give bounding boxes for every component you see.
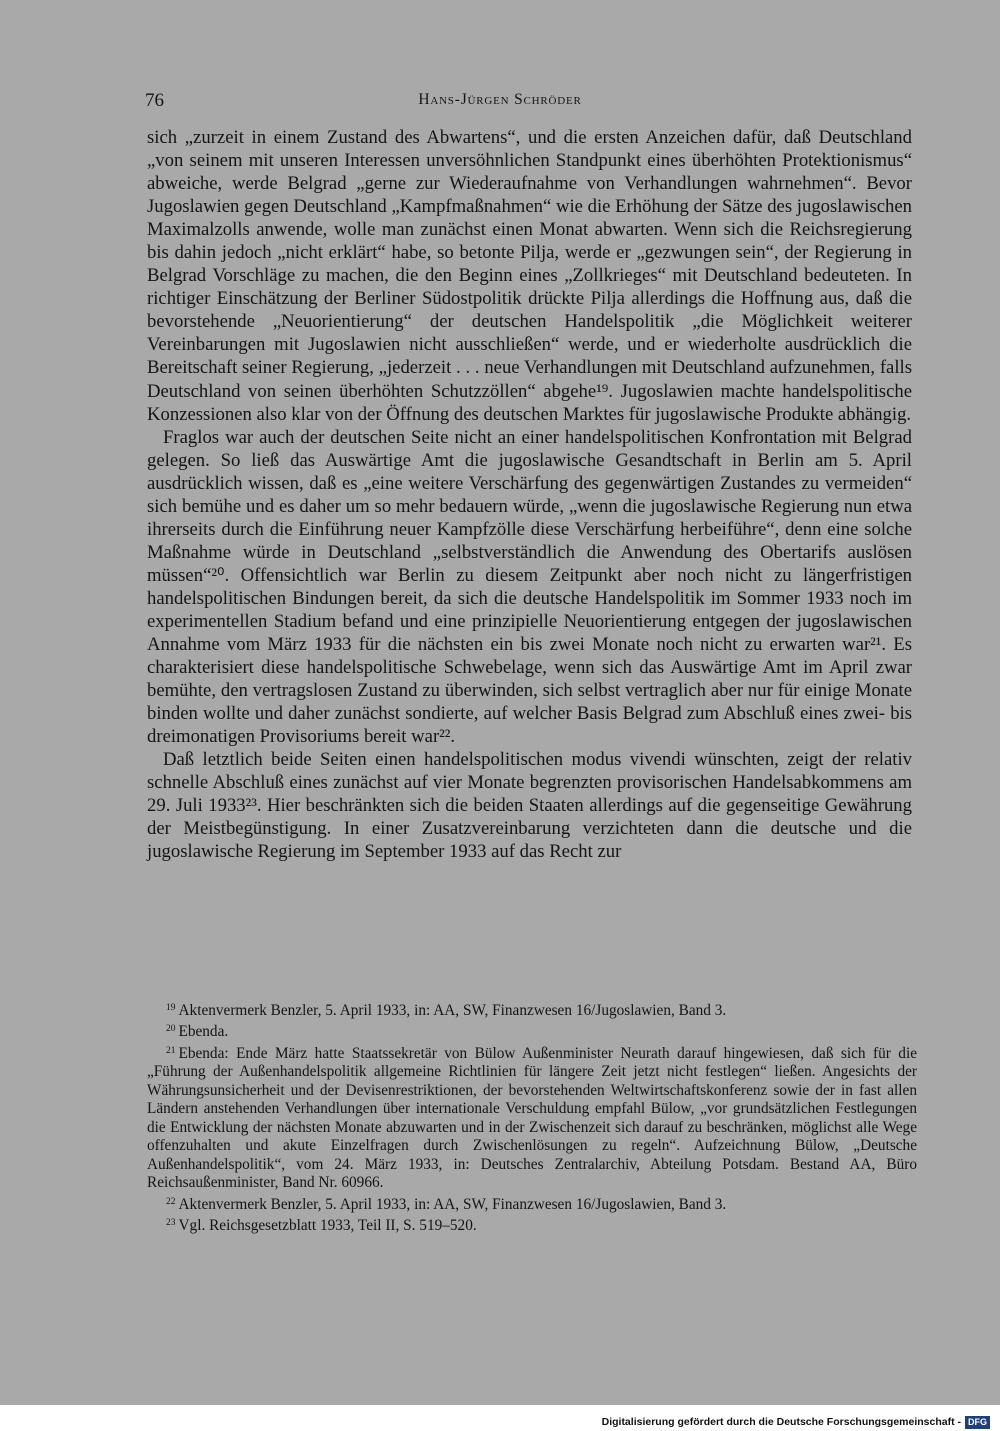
page-number: 76 — [145, 90, 164, 111]
funding-credit — [602, 1415, 990, 1429]
footnote-mark: 19 — [166, 1003, 176, 1013]
footnote — [147, 1020, 917, 1041]
footnote-text: Aktenvermerk Benzler, 5. April 1933, in: AA, SW, Finanzwesen 16/Jugoslawien, Band 3. — [178, 1002, 727, 1019]
footnote-mark: 23 — [166, 1217, 176, 1228]
footnote-text: Ebenda. — [178, 1023, 229, 1041]
footnote-text: Ebenda: Ende März hatte Staatssekretär von Bülow Außenminister Neurath darauf hingewiesen, daß sich für die „Führung der Außenhandelspolitik allgemeine Richtlinien für längere Zeit jetzt nicht festlegen“ ließen. Angesichts der Währungsunsicherheit und der Devisenrestriktionen, der bevorstehenden Weltwirtschaftskonferenz sowie der in fast allen Ländern anstehenden Verhandlungen über internationale Verschuldung empfahl Bülow, „vor grundsätzlichen Festlegungen die Entwicklung der nächsten Monate abzuwarten und in der Zwischenzeit sich darauf zu beschränken, möglichst alle Wege offenzuhalten und akute Einzelfragen durch Zwischenlösungen zu regeln“. Aufzeichnung Bülow, „Deutsche Außenhandelspolitik“, vom 24. März 1933, in: Deutsches Zentralarchiv, Abteilung Potsdam. Bestand AA, Büro Reichsaußenminister, Band Nr. 60966. — [147, 1044, 917, 1192]
paragraph: Daß letztlich beide Seiten einen handelspolitischen modus vivendi wünschten, zeigt der relativ schnelle Abschluß eines zunächst auf vier Monate begrenzten provisorischen Handelsabkommens am 29. Juli 1933²³. Hier beschränkten sich die beiden Staaten allerdings auf die gegenseitige Gewährung der Meistbegünstigung. In einer Zusatzvereinbarung verzichteten dann die deutsche und die jugoslawische Regierung im September 1933 auf das Recht zur — [147, 749, 912, 863]
paragraph: Fraglos war auch der deutschen Seite nicht an einer handelspolitischen Konfrontation mit Belgrad gelegen. So ließ das Auswärtige Amt die jugoslawische Gesandtschaft in Berlin am 5. April ausdrücklich wissen, daß es „eine weitere Verschärfung des gegenwärtigen Zustandes zu vermeiden“ sich bemühe und es daher um so mehr bedauern würde, „wenn die jugoslawische Regierung nun etwa ihrerseits durch die Einführung neuer Kampfzölle diese Verschärfung herbeiführe“, denn eine solche Maßnahme würde in Deutschland „selbstverständlich die Anwendung des Obertarifs auslösen müssen“²⁰. Offensichtlich war Berlin zu diesem Zeitpunkt aber noch nicht zu längerfristigen handelspolitischen Bindungen bereit, da sich die deutsche Handelspolitik im Sommer 1933 noch im experimentellen Stadium befand und eine prinzipielle Neuorientierung entgegen der jugoslawischen Annahme vom März 1933 für die nächsten ein bis zwei Monate noch nicht zu erwarten war²¹. Es charakterisiert diese handelspolitische Schwebelage, wenn sich das Auswärtige Amt im April zwar bemühte, den vertragslosen Zustand zu überwinden, sich selbst vertraglich aber nur für einige Monate binden wollte und daher zunächst sondierte, auf welcher Basis Belgrad zum Abschluß eines zwei- bis dreimonatigen Provisoriums bereit war²². — [147, 426, 912, 748]
footnote-mark: 21 — [166, 1045, 176, 1056]
footnote — [147, 999, 917, 1020]
running-head: Hans-Jürgen Schröder — [418, 91, 582, 108]
footnote — [147, 1193, 917, 1214]
body-text — [147, 126, 912, 864]
footnote-mark: 20 — [166, 1024, 176, 1035]
paragraph: sich „zurzeit in einem Zustand des Abwartens“, und die ersten Anzeichen dafür, daß Deutschland „von seinem mit unseren Interessen unversöhnlichen Standpunkt eines überhöhten Protektionismus“ abweiche, werde Belgrad „gerne zur Wiederaufnahme von Verhandlungen wahrnehmen“. Bevor Jugoslawien gegen Deutschland „Kampfmaßnahmen“ wie die Erhöhung der Sätze des jugoslawischen Maximalzolls anwende, wolle man zunächst einen Monat abwarten. Wenn sich die Reichsregierung bis dahin jedoch „nicht erklärt“ habe, so betonte Pilja, werde er „gezwungen sein“, der Regierung in Belgrad Vorschläge zu machen, die den Beginn eines „Zollkrieges“ mit Deutschland bedeuteten. In richtiger Einschätzung der Berliner Südostpolitik drückte Pilja allerdings die Hoffnung aus, daß die bevorstehende „Neuorientierung“ der deutschen Handelspolitik „die Möglichkeit weiterer Vereinbarungen mit Jugoslawien nicht ausschließen“ werde, und er wiederholte ausdrücklich die Bereitschaft seiner Regierung, „jederzeit . . . neue Verhandlungen mit Deutschland aufzunehmen, falls Deutschland von seinen überhöhten Schutzzöllen“ abgehe¹⁹. Jugoslawien machte handelspolitische Konzessionen also klar von der Öffnung des deutschen Marktes für jugoslawische Produkte abhängig. — [147, 127, 912, 425]
footnotes — [147, 999, 917, 1235]
footnote-text: Aktenvermerk Benzler, 5. April 1933, in: AA, SW, Finanzwesen 16/Jugoslawien, Band 3. — [178, 1195, 727, 1213]
footnote-mark: 22 — [166, 1196, 176, 1207]
dfg-logo: DFG — [965, 1416, 990, 1429]
credit-text: Digitalisierung gefördert durch die Deutsche Forschungsgemeinschaft - — [601, 1416, 961, 1428]
footnote — [147, 1042, 917, 1193]
footnote — [147, 1214, 917, 1235]
footnote-text: Vgl. Reichsgesetzblatt 1933, Teil II, S. 519–520. — [178, 1216, 477, 1234]
